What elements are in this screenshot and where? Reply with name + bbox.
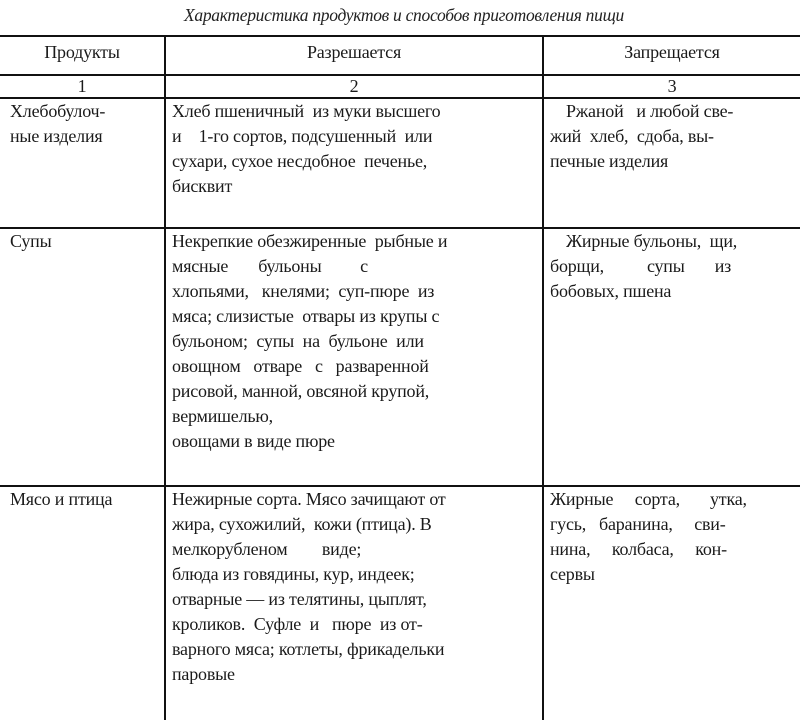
column-divider-2 xyxy=(542,35,544,720)
column-number-3: 3 xyxy=(667,76,677,96)
allowed-line: хлопьями, кнелями; суп-пюре из xyxy=(172,281,435,301)
allowed-line: варного мяса; котлеты, фрикадельки xyxy=(172,639,445,659)
allowed-line: отварные — из телятины, цыплят, xyxy=(172,589,427,609)
allowed-line: паровые xyxy=(172,664,235,684)
allowed-line: и 1-го сортов, подсушенный или xyxy=(172,126,433,146)
table-row-soups-forbidden xyxy=(550,229,790,304)
product-line: Хлебобулоч- xyxy=(10,101,106,121)
forbidden-line: Жирные бульоны, щи, xyxy=(566,231,738,251)
allowed-line: мясные бульоны с xyxy=(172,256,368,276)
allowed-line: бульоном; супы на бульоне или xyxy=(172,331,424,351)
table-row-bakery-allowed xyxy=(172,99,534,199)
forbidden-line: Жирные сорта, утка, xyxy=(550,489,747,509)
column-number-1: 1 xyxy=(77,76,87,96)
allowed-line: блюда из говядины, кур, индеек; xyxy=(172,564,415,584)
forbidden-line: гусь, баранина, сви- xyxy=(550,514,726,534)
allowed-line: мяса; слизистые отвары из крупы с xyxy=(172,306,440,326)
product-line: Мясо и птица xyxy=(10,489,113,509)
column-number-2: 2 xyxy=(349,76,359,96)
table-row-bakery-product xyxy=(10,99,160,149)
table-caption: Характеристика продуктов и способов приготовления пищи xyxy=(184,5,624,25)
column-divider-1 xyxy=(164,35,166,720)
allowed-line: рисовой, манной, овсяной крупой, xyxy=(172,381,430,401)
forbidden-line: сервы xyxy=(550,564,595,584)
header-allowed: Разрешается xyxy=(306,42,402,62)
allowed-line: Нежирные сорта. Мясо зачищают от xyxy=(172,489,446,509)
allowed-line: сухари, сухое несдобное печенье, xyxy=(172,151,428,171)
table-row-bakery-forbidden xyxy=(550,99,790,174)
allowed-line: овощами в виде пюре xyxy=(172,431,335,451)
table-row-soups-allowed xyxy=(172,229,534,454)
table-top-border xyxy=(0,35,800,37)
product-line: ные изделия xyxy=(10,126,103,146)
forbidden-line: печные изделия xyxy=(550,151,669,171)
table-row-meat-product xyxy=(10,487,160,512)
forbidden-line: нина, колбаса, кон- xyxy=(550,539,727,559)
table-row-soups-product xyxy=(10,229,160,254)
forbidden-line: бобовых, пшена xyxy=(550,281,672,301)
allowed-line: Некрепкие обезжиренные рыбные и xyxy=(172,231,448,251)
table-row-meat-allowed xyxy=(172,487,534,687)
forbidden-line: жий хлеб, сдоба, вы- xyxy=(550,126,714,146)
allowed-line: бисквит xyxy=(172,176,233,196)
allowed-line: жира, сухожилий, кожи (птица). В xyxy=(172,514,432,534)
header-forbidden: Запрещается xyxy=(624,42,720,62)
allowed-line: вермишелью, xyxy=(172,406,273,426)
allowed-line: кроликов. Суфле и пюре из от- xyxy=(172,614,423,634)
allowed-line: овощном отваре с разваренной xyxy=(172,356,429,376)
table-row-meat-forbidden xyxy=(550,487,790,587)
forbidden-line: Ржаной и любой све- xyxy=(566,101,734,121)
header-products: Продукты xyxy=(44,42,120,62)
forbidden-line: борщи, супы из xyxy=(550,256,732,276)
allowed-line: Хлеб пшеничный из муки высшего xyxy=(172,101,441,121)
product-line: Супы xyxy=(10,231,52,251)
allowed-line: мелкорубленом виде; xyxy=(172,539,362,559)
